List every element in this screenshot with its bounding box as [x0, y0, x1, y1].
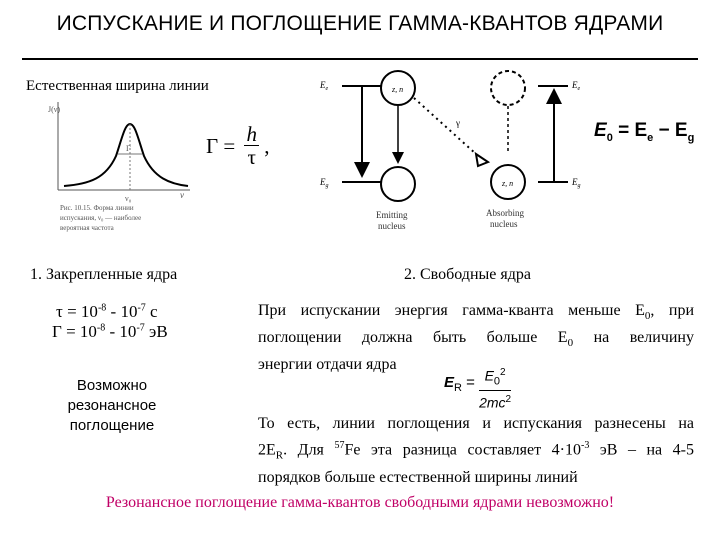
tau-value: $\tau = 10^{-8} - 10^{-7}$ с [56, 302, 158, 321]
resonance-possible-note: Возможно резонансное поглощение [67, 377, 157, 434]
free-nuclei-heading: 2. Свободные ядра [404, 266, 531, 283]
plot-x-label: ν [180, 190, 184, 200]
plot-y-label: J(ν) [48, 105, 61, 114]
natural-width-label: Естественная ширина линии [26, 78, 209, 94]
page-title: ИСПУСКАНИЕ И ПОГЛОЩЕНИЕ ГАММА-КВАНТОВ ЯДРАМИ [56, 12, 664, 35]
conclusion-text: Резонансное поглощение гамма-квантов свободными ядрами невозможно! [105, 494, 615, 511]
gamma-h-tau-formula: Γ = $\frac{h}{\tau}$ , [206, 122, 270, 169]
caption-line-2: испускания, ν₀ — наиболее [60, 214, 142, 222]
emitting-nucleus-ground [381, 167, 415, 201]
left-upper-level-label: $E_e$ [320, 80, 329, 92]
gamma-value: $\Gamma = 10^{-8} - 10^{-7}$ эВ [52, 322, 168, 341]
right-lower-level-label: $E_g$ [572, 177, 581, 189]
emitting-label-1: Emitting [376, 210, 408, 220]
right-upper-level-label: $E_e$ [572, 80, 581, 92]
nucleus-diagram [318, 66, 588, 250]
absorbing-label-1: Absorbing [486, 208, 524, 218]
absorbing-ground-nucleus-label: z, n [502, 179, 514, 188]
energy-formula: $E_0 = E_e - E_g$ [594, 120, 695, 144]
absorbing-nucleus-excited [491, 71, 525, 105]
caption-line-3: вероятная частота [60, 224, 114, 232]
gamma-photon-path [414, 98, 476, 154]
line-shape-figure [30, 98, 210, 240]
line-shift-explanation: То есть, линии поглощения и испускания разнесены на $2E_R$. Для $^{57}$Fe эта разница составляет $4\cdot 10^{-3}$ эВ – на 4-5 порядков больше естественной ширины линий [258, 415, 695, 486]
emission-line-curve [64, 124, 188, 186]
absorbing-label-2: nucleus [490, 219, 518, 229]
left-lower-level-label: $E_g$ [320, 177, 329, 189]
caption-line-1: Рис. 10.15. Форма линии [60, 204, 134, 212]
gamma-photon-arrowhead [476, 154, 488, 166]
fixed-nuclei-heading: 1. Закрепленные ядра [30, 266, 178, 283]
recoil-explanation: При испускании энергия гамма-кванта меньше $E_0$, при поглощении должна быть больше $E_0$ на величину энергии отдачи ядра [258, 302, 694, 374]
recoil-energy-formula: $E_R$ = $\frac{E_0^2}{2mc^2}$ [444, 364, 511, 412]
gamma-label: γ [456, 118, 460, 128]
title-divider [22, 58, 698, 60]
emitting-excited-nucleus-label: z, n [392, 85, 404, 94]
emitting-label-2: nucleus [378, 221, 406, 231]
center-freq-label: ν₀ [125, 194, 132, 203]
width-label: Γ [126, 144, 131, 153]
